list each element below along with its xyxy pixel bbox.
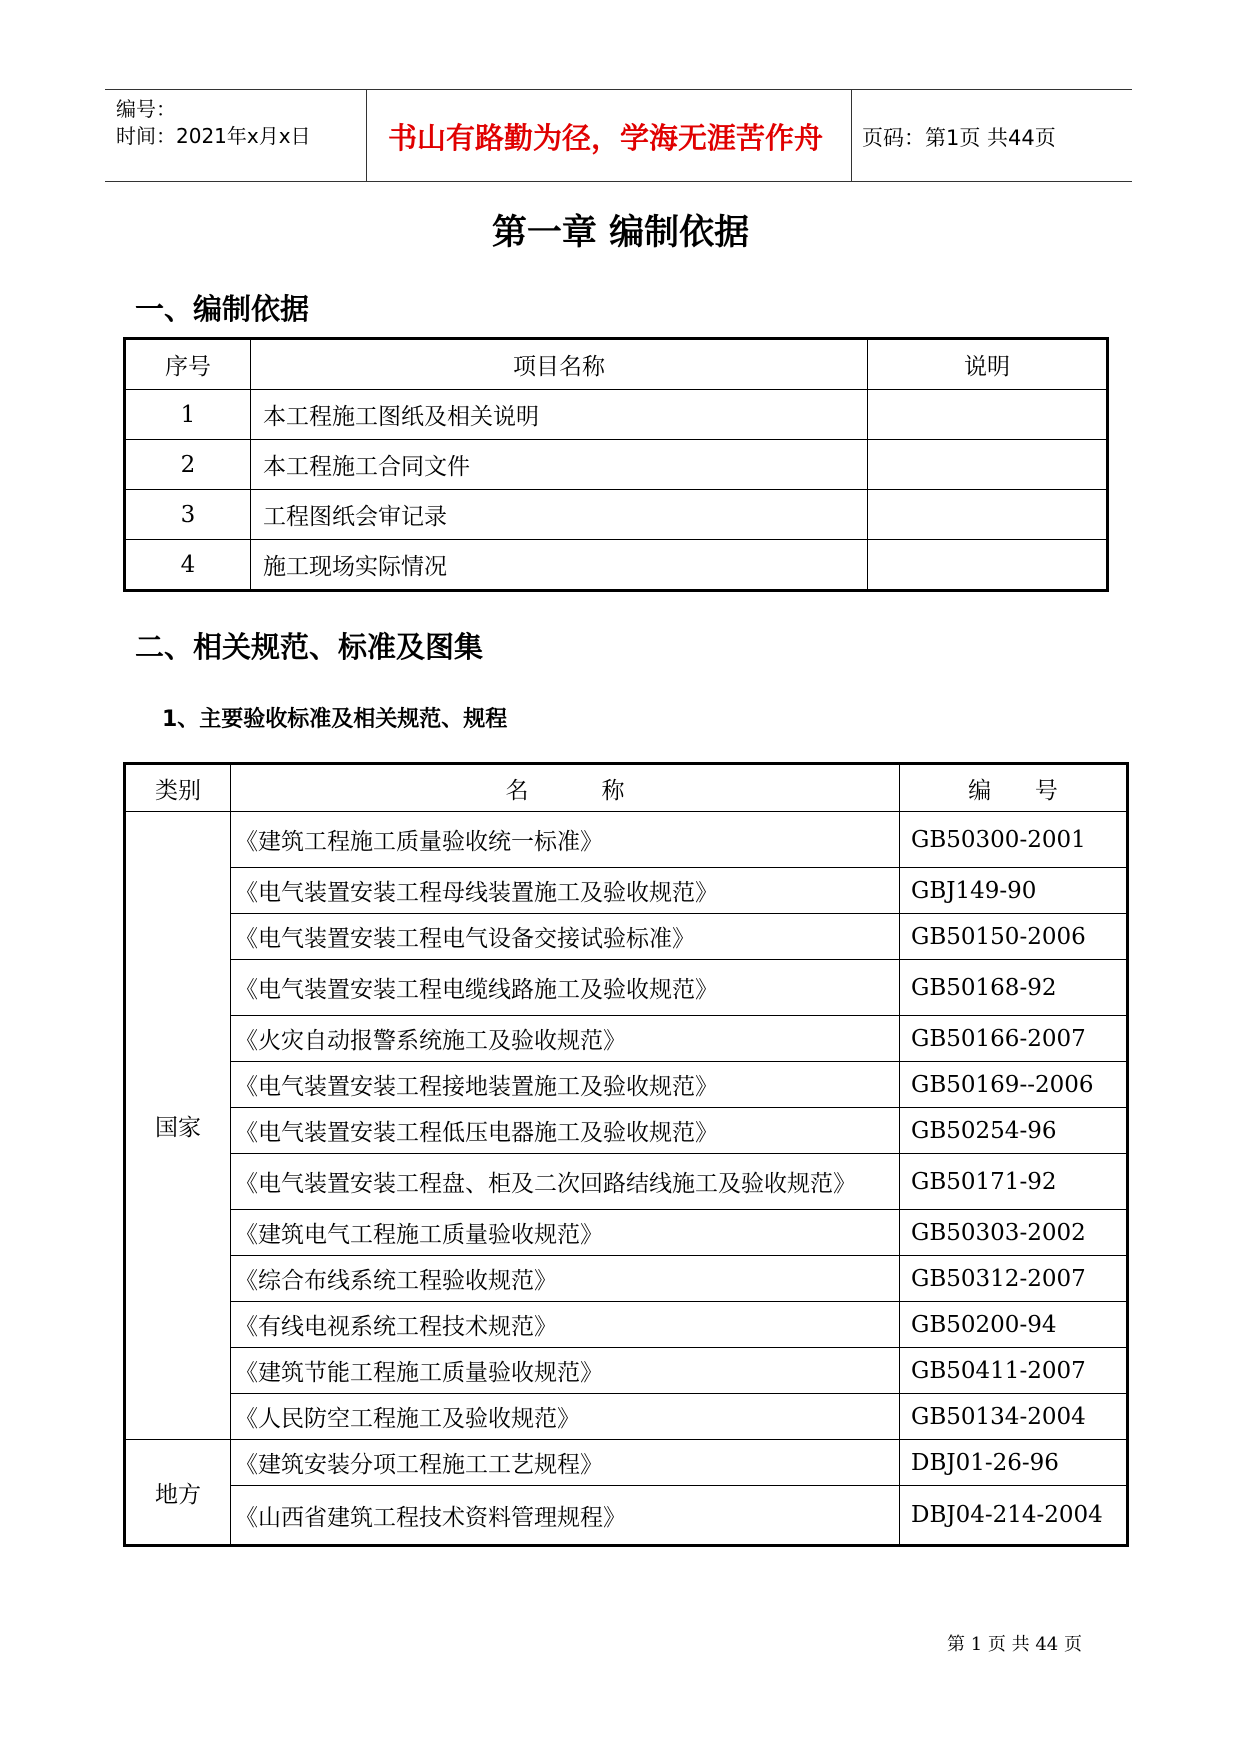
standard-name: 《火灾自动报警系统施工及验收规范》	[231, 1016, 900, 1062]
row-no: 3	[125, 490, 251, 540]
category-cell-local: 地方	[125, 1440, 231, 1546]
row-name: 工程图纸会审记录	[251, 490, 868, 540]
column-header-note: 说明	[868, 339, 1108, 390]
standard-name: 《建筑节能工程施工质量验收规范》	[231, 1348, 900, 1394]
column-header-category: 类别	[125, 764, 231, 812]
standard-name: 《电气装置安装工程电气设备交接试验标准》	[231, 914, 900, 960]
standard-name: 《电气装置安装工程接地装置施工及验收规范》	[231, 1062, 900, 1108]
table-row	[125, 1302, 1128, 1348]
table-row	[125, 1348, 1128, 1394]
row-note	[868, 490, 1108, 540]
page-footer: 第 1 页 共 44 页	[947, 1634, 1082, 1655]
standard-name: 《电气装置安装工程盘、柜及二次回路结线施工及验收规范》	[231, 1154, 900, 1210]
category-cell-national: 国家	[125, 812, 231, 1440]
table-row	[125, 1486, 1128, 1546]
header-top-rule	[105, 89, 1132, 90]
column-header-name: 名 称	[231, 764, 900, 812]
section1-heading: 一、编制依据	[135, 292, 310, 326]
standard-code: GBJ149-90	[900, 868, 1128, 914]
standard-code: GB50166-2007	[900, 1016, 1128, 1062]
standard-code: GB50150-2006	[900, 914, 1128, 960]
standard-name: 《建筑安装分项工程施工工艺规程》	[231, 1440, 900, 1486]
standard-name: 《电气装置安装工程低压电器施工及验收规范》	[231, 1108, 900, 1154]
table-row	[125, 1108, 1128, 1154]
standard-code: GB50312-2007	[900, 1256, 1128, 1302]
header-divider-right	[851, 89, 852, 181]
standard-name: 《电气装置安装工程电缆线路施工及验收规范》	[231, 960, 900, 1016]
row-no: 4	[125, 540, 251, 591]
standard-name: 《人民防空工程施工及验收规范》	[231, 1394, 900, 1440]
row-note	[868, 540, 1108, 591]
standard-name: 《山西省建筑工程技术资料管理规程》	[231, 1486, 900, 1546]
standard-code: GB50169--2006	[900, 1062, 1128, 1108]
row-no: 1	[125, 390, 251, 440]
table-row	[125, 540, 1108, 591]
table-row	[125, 960, 1128, 1016]
standard-code: GB50254-96	[900, 1108, 1128, 1154]
row-name: 施工现场实际情况	[251, 540, 868, 591]
table-row	[125, 1016, 1128, 1062]
table-row	[125, 440, 1108, 490]
section2-heading: 二、相关规范、标准及图集	[135, 630, 484, 664]
standard-code: DBJ01-26-96	[900, 1440, 1128, 1486]
standard-name: 《综合布线系统工程验收规范》	[231, 1256, 900, 1302]
table-row	[125, 490, 1108, 540]
header-divider-left	[366, 89, 367, 181]
row-no: 2	[125, 440, 251, 490]
header-time-label: 时间：2021年x月x日	[116, 124, 311, 148]
section2-subheading: 1、主要验收标准及相关规范、规程	[162, 707, 508, 732]
column-header-name: 项目名称	[251, 339, 868, 390]
standard-code: GB50200-94	[900, 1302, 1128, 1348]
standard-name: 《建筑工程施工质量验收统一标准》	[231, 812, 900, 868]
standard-name: 《建筑电气工程施工质量验收规范》	[231, 1210, 900, 1256]
standard-code: GB50300-2001	[900, 812, 1128, 868]
table-row	[125, 1210, 1128, 1256]
table-row	[125, 812, 1128, 868]
table-row	[125, 1256, 1128, 1302]
row-note	[868, 440, 1108, 490]
header-motto: 书山有路勤为径，学海无涯苦作舟	[388, 121, 824, 155]
table-header-row	[125, 764, 1128, 812]
header-number-label: 编号：	[116, 97, 176, 121]
row-name: 本工程施工合同文件	[251, 440, 868, 490]
header-bottom-rule	[105, 181, 1132, 182]
chapter-title: 第一章 编制依据	[491, 213, 750, 253]
standard-code: GB50411-2007	[900, 1348, 1128, 1394]
column-header-no: 序号	[125, 339, 251, 390]
column-header-code: 编 号	[900, 764, 1128, 812]
standard-code: DBJ04-214-2004	[900, 1486, 1128, 1546]
table-row	[125, 390, 1108, 440]
basis-table	[123, 337, 1109, 592]
standard-name: 《有线电视系统工程技术规范》	[231, 1302, 900, 1348]
table-header-row	[125, 339, 1108, 390]
table-row	[125, 868, 1128, 914]
row-note	[868, 390, 1108, 440]
standards-table	[123, 762, 1129, 1547]
table-row	[125, 1394, 1128, 1440]
header-page-label: 页码：第1页 共44页	[862, 126, 1056, 150]
table-row	[125, 1154, 1128, 1210]
table-row	[125, 914, 1128, 960]
row-name: 本工程施工图纸及相关说明	[251, 390, 868, 440]
standard-code: GB50134-2004	[900, 1394, 1128, 1440]
standard-code: GB50303-2002	[900, 1210, 1128, 1256]
table-row	[125, 1062, 1128, 1108]
standard-name: 《电气装置安装工程母线装置施工及验收规范》	[231, 868, 900, 914]
table-row	[125, 1440, 1128, 1486]
standard-code: GB50171-92	[900, 1154, 1128, 1210]
standard-code: GB50168-92	[900, 960, 1128, 1016]
